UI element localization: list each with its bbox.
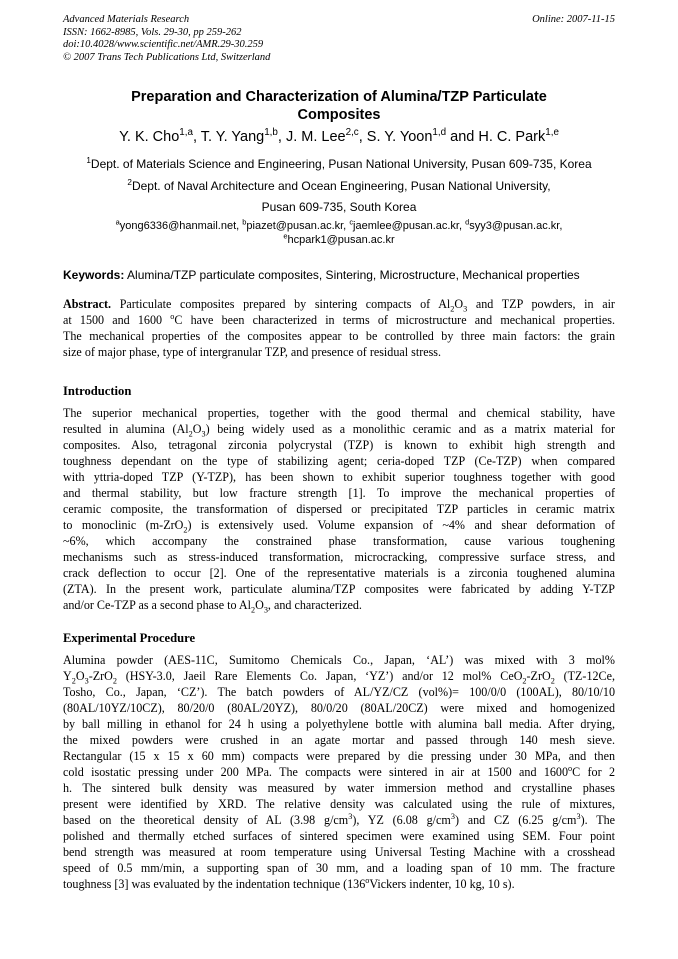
author-name: Y. K. Cho [119, 129, 180, 145]
online-date: Online: 2007-11-15 [532, 14, 615, 25]
journal-issn: ISSN: 1662-8985, Vols. 29-30, pp 259-262 [63, 26, 242, 38]
email-address: hcpark1@pusan.ac.kr [287, 234, 395, 246]
email-mark: e [283, 231, 288, 241]
exp-line: based on the theoretical density of AL (3.98 $g/cm^3$), YZ (6.08 $g/cm^3$) and CZ (6.25 $g/cm^3$). The [63, 811, 615, 827]
abstract [63, 296, 615, 360]
email-address: yong6336@hanmail.net, [119, 220, 240, 232]
intro-line: with yttria-doped TZP (Y-TZP), has been shown to exhibit superior toughness together with good [63, 470, 615, 484]
intro-line: to monoclinic (m-ZrO$_2$) is extensively used. Volume expansion of ~4% and shear deformation of [63, 518, 615, 535]
abstract-label: Abstract. [63, 297, 112, 311]
author-name: T. Y. Yang [200, 129, 265, 145]
email-mark: d [465, 217, 470, 227]
section-heading-experimental: Experimental Procedure [63, 631, 196, 645]
author-and: and [450, 129, 475, 145]
exp-line: speed of 0.5 mm/min, a supporting span of 30 mm, and a loading span of 10 mm. The fracture [63, 861, 615, 875]
title-line-2: Composites [297, 107, 381, 123]
author-name: S. Y. Yoon [366, 129, 433, 145]
author-affil-mark: 1,e [545, 127, 559, 139]
email-mark: a [115, 217, 120, 227]
keywords-label: Keywords: [63, 268, 125, 282]
email-line-1 [63, 219, 615, 233]
journal-header [63, 14, 615, 64]
exp-line: h. The sintered bulk density was measured by water immersion method and crystalline phases [63, 781, 615, 795]
abstract-line: Abstract. Particulate composites prepared by sintering compacts of $Al_2O_3$ and TZP powders, in air [63, 297, 615, 314]
email-line-2 [63, 233, 615, 247]
exp-line: polished and thermally etched surfaces of sintered specimen were examined using SEM. Four point [63, 829, 615, 843]
abstract-line: at 1500 and 1600 $^o$C have been characterized in terms of microstructure and mechanical properties. [63, 311, 615, 327]
author-affil-mark: 1,b [264, 127, 278, 139]
affil-text: Dept. of Materials Science and Engineering, Pusan National University, Pusan 609-735, Korea [90, 157, 592, 171]
exp-line: by ball milling in ethanol for 24 h using a polyethylene bottle with alumina ball media. After drying, [63, 717, 615, 731]
intro-line: resulted in alumina $(Al_2O_3)$ being widely used as a monolithic ceramic and as a matrix material for [63, 422, 615, 439]
title-line-1: Preparation and Characterization of Alumina/TZP Particulate [131, 89, 547, 105]
exp-line: the mixed powders were crushed in an agate mortar and passed through 140 mesh sieve. [63, 733, 615, 747]
intro-line: composites. Also, tetragonal zirconia polycrystal (TZP) is known to exhibit high strength and [63, 438, 615, 452]
abstract-line: size of major phase, type of intergranular TZP, and presence of residual stress. [63, 345, 442, 359]
exp-line: $Y_2O_3-ZrO_2$ (HSY-3.0, Jaeil Rare Elements Co. Japan, ‘YZ’) and/or 12 mol% CeO$_2$-ZrO$_2$ (TZ-12Ce, [63, 669, 615, 686]
affil-mark: 2 [127, 178, 132, 187]
author-affil-mark: 1,d [432, 127, 447, 139]
email-address: piazet@pusan.ac.kr, [246, 220, 347, 232]
intro-line: ceramic composite, the transformation of dispersed or precipitated TZP particles in ceramic matrix [63, 502, 615, 516]
affiliation-1 [63, 156, 615, 172]
exp-line: toughness [3] was evaluated by the indentation technique (136$^o$Vickers indenter, 10 kg, 10 s). [63, 875, 515, 891]
intro-line: and thermal stability, but low fracture strength [1]. To improve the mechanical properties of [63, 486, 615, 500]
author-list: Y. K. Cho$^{1,a}$, T. Y. Yang$^{1,b}$, J. M. Lee$^{2,c}$, S. Y. Yoon$^{1,d}$ and H. C. Park$^{1,e}$ [119, 127, 559, 145]
author-name: J. M. Lee [285, 129, 346, 145]
intro-line: (ZTA). In the present work, particulate alumina/TZP composites were fabricated by adding Y-TZP [63, 582, 615, 596]
exp-line: present were identified by XRD. The relative density was calculated using the rule of mixtures, [63, 797, 615, 811]
exp-line: Alumina powder (AES-11C, Sumitomo Chemicals Co., Japan, ‘AL’) was mixed with 3 mol% [63, 653, 615, 667]
exp-line: cold isostatic pressing under 200 MPa. The compacts were sintered in air at 1500 and 1600$^o$C for 2 [63, 763, 615, 779]
intro-line: The superior mechanical properties, together with the good thermal and chemical stability, have [63, 406, 615, 420]
email-mark: b [242, 217, 247, 227]
introduction-body [63, 405, 615, 613]
email-address: jaemlee@pusan.ac.kr, [353, 220, 463, 232]
email-list [63, 219, 615, 247]
author-affil-mark: 1,a [179, 127, 193, 139]
intro-line: crack deflection to occur [2]. One of the representative materials is a zirconia toughened alumina [63, 566, 615, 580]
intro-line: toughness dependant on the type of stabilizing agent; ceria-doped TZP (Ce-TZP) when compared [63, 454, 615, 468]
journal-name: Advanced Materials Research [63, 14, 190, 25]
intro-line: mechanisms such as stress-induced transformation, microcracking, compressive surface stress, and [63, 550, 615, 564]
email-mark: c [349, 217, 354, 227]
email-address: syy3@pusan.ac.kr, [469, 220, 563, 232]
exp-line: Rectangular (15 x 15 x 60 mm) compacts were prepared by die pressing under 30 MPa, and then [63, 749, 615, 763]
exp-line: Tosho, Co., Japan, ‘CZ’). The batch powders of AL/YZ/CZ (vol%)= 100/0/0 (100AL), 80/10/10 [63, 685, 615, 699]
intro-line: ~6%, which accompany the constrained phase transformation, cause various toughening [63, 534, 615, 548]
author-name: H. C. Park [478, 129, 546, 145]
experimental-body [63, 652, 615, 892]
paper-title [63, 88, 615, 124]
affil-text: Dept. of Naval Architecture and Ocean Engineering, Pusan National University, [131, 179, 551, 193]
keywords [63, 267, 615, 283]
keywords-text: Alumina/TZP particulate composites, Sintering, Microstructure, Mechanical properties [127, 268, 580, 282]
journal-doi: doi:10.4028/www.scientific.net/AMR.29-30.259 [63, 39, 264, 50]
intro-line: and/or Ce-TZP as a second phase to $Al_2O_3$, and characterized. [63, 598, 362, 615]
affil-mark: 1 [86, 156, 91, 165]
journal-copyright: © 2007 Trans Tech Publications Ltd, Switzerland [63, 51, 271, 63]
exp-line: (80AL/10YZ/10CZ), 80/20/0 (80AL/20YZ), 80/0/20 (80AL/20CZ) were mixed and homogenized [63, 701, 615, 715]
author-affil-mark: 2,c [345, 127, 359, 139]
affiliation-2 [63, 178, 615, 194]
exp-line: bend strength was measured at room temperature using Universal Testing Machine with a crosshead [63, 845, 615, 859]
affiliation-2-cont: Pusan 609-735, South Korea [261, 200, 417, 214]
section-heading-introduction: Introduction [63, 384, 132, 398]
abstract-line: The mechanical properties of the composites appear to be controlled by three main factors: the grain [63, 329, 615, 343]
